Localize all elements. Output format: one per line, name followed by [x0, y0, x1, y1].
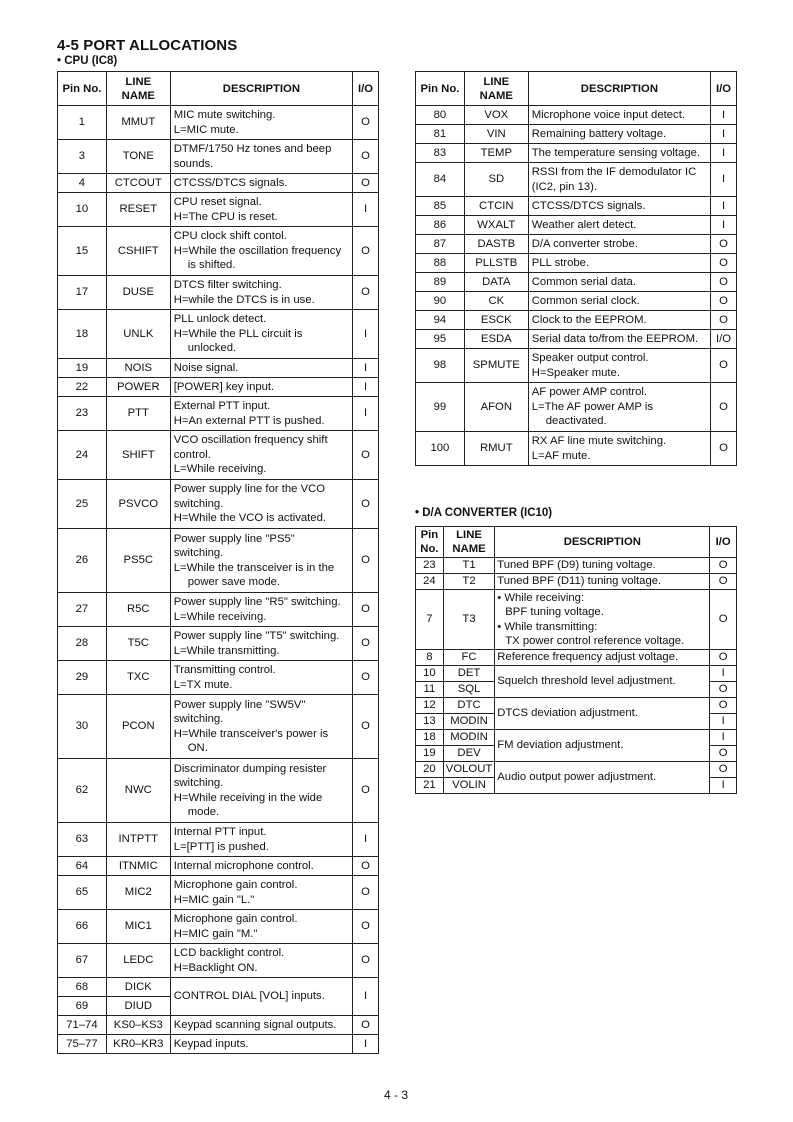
da-section-label: • D/A CONVERTER (IC10)	[415, 507, 553, 519]
table-row: 3 TONE DTMF/1750 Hz tones and beep sounds. O	[58, 140, 379, 174]
page-title: 4-5 PORT ALLOCATIONS	[57, 37, 238, 54]
table-row: 66 MIC1 Microphone gain control. H=MIC gain "M." O	[58, 910, 379, 944]
table-row: 1 MMUT MIC mute switching. L=MIC mute. O	[58, 106, 379, 140]
table-row: 87 DASTB D/A converter strobe. O	[416, 235, 737, 254]
table-row: 90 CK Common serial clock. O	[416, 292, 737, 311]
table-row: 85 CTCIN CTCSS/DTCS signals. I	[416, 197, 737, 216]
cpu-port-table-left	[57, 71, 379, 1054]
table-row: 28 T5C Power supply line "T5" switching. L=While transmitting. O	[58, 627, 379, 661]
table-row: 10 DET Squelch threshold level adjustment. I	[416, 666, 737, 682]
table-row: 25 PSVCO Power supply line for the VCO switching. H=While the VCO is activated. O	[58, 480, 379, 529]
table-row: 24 T2 Tuned BPF (D11) tuning voltage. O	[416, 574, 737, 590]
table-row: 12 DTC DTCS deviation adjustment. O	[416, 698, 737, 714]
header-io: I/O	[710, 527, 737, 558]
table-row: 10 RESET CPU reset signal. H=The CPU is reset. I	[58, 193, 379, 227]
table-row: 24 SHIFT VCO oscillation frequency shift control. L=While receiving. O	[58, 431, 379, 480]
table-row: 75–77 KR0–KR3 Keypad inputs. I	[58, 1035, 379, 1054]
table-row: 65 MIC2 Microphone gain control. H=MIC gain "L." O	[58, 876, 379, 910]
header-pin: Pin No.	[58, 72, 107, 106]
table-row: 88 PLLSTB PLL strobe. O	[416, 254, 737, 273]
table-row: 100 RMUT RX AF line mute switching. L=AF mute. O	[416, 432, 737, 466]
table-row: 15 CSHIFT CPU clock shift contol. H=While the oscillation frequency is shifted. O	[58, 227, 379, 276]
header-line-name: LINE NAME	[443, 527, 494, 558]
table-row: 99 AFON AF power AMP control. L=The AF power AMP is deactivated. O	[416, 383, 737, 432]
table-row: 67 LEDC LCD backlight control. H=Backlight ON. O	[58, 944, 379, 978]
table-row: 83 TEMP The temperature sensing voltage. I	[416, 144, 737, 163]
header-io: I/O	[711, 72, 737, 106]
table-row: 94 ESCK Clock to the EEPROM. O	[416, 311, 737, 330]
table-row: 23 PTT External PTT input. H=An external PTT is pushed. I	[58, 397, 379, 431]
header-io: I/O	[353, 72, 379, 106]
table-row: 4 CTCOUT CTCSS/DTCS signals. O	[58, 174, 379, 193]
table-row: 68 DICK CONTROL DIAL [VOL] inputs. I	[58, 978, 379, 997]
table-row: 21 VOLIN I	[416, 778, 737, 794]
header-description: DESCRIPTION	[170, 72, 352, 106]
table-row: 81 VIN Remaining battery voltage. I	[416, 125, 737, 144]
header-pin: Pin No.	[416, 72, 465, 106]
table-row: 29 TXC Transmitting control. L=TX mute. O	[58, 661, 379, 695]
table-row: 18 UNLK PLL unlock detect. H=While the PLL circuit is unlocked. I	[58, 310, 379, 359]
table-row: 7 T3 • While receiving: BPF tuning voltage. • While transmitting: TX power control reference voltage. O	[416, 590, 737, 650]
page-number: 4 - 3	[384, 1088, 409, 1102]
table-row: 71–74 KS0–KS3 Keypad scanning signal outputs. O	[58, 1016, 379, 1035]
table-row: 8 FC Reference frequency adjust voltage. O	[416, 650, 737, 666]
table-row: 64 ITNMIC Internal microphone control. O	[58, 857, 379, 876]
table-row: 20 VOLOUT Audio output power adjustment. O	[416, 762, 737, 778]
table-row: 84 SD RSSI from the IF demodulator IC (IC2, pin 13). I	[416, 163, 737, 197]
table-row: 69 DIUD	[58, 997, 379, 1016]
table-row: 22 POWER [POWER] key input. I	[58, 378, 379, 397]
cpu-port-table-right	[415, 71, 737, 466]
da-converter-table	[415, 526, 737, 794]
table-row: 26 PS5C Power supply line "PS5" switching. L=While the transceiver is in the power save mode. O	[58, 529, 379, 593]
table-row: 17 DUSE DTCS filter switching. H=while the DTCS is in use. O	[58, 276, 379, 310]
header-pin: Pin No.	[416, 527, 444, 558]
table-row: 80 VOX Microphone voice input detect. I	[416, 106, 737, 125]
cpu-section-label: • CPU (IC8)	[57, 55, 118, 67]
table-row: 95 ESDA Serial data to/from the EEPROM. I/O	[416, 330, 737, 349]
table-row: 19 DEV O	[416, 746, 737, 762]
header-description: DESCRIPTION	[528, 72, 710, 106]
table-row: 19 NOIS Noise signal. I	[58, 359, 379, 378]
header-line-name: LINE NAME	[106, 72, 170, 106]
header-description: DESCRIPTION	[495, 527, 710, 558]
table-row: 62 NWC Discriminator dumping resister switching. H=While receiving in the wide mode. O	[58, 759, 379, 823]
table-row: 18 MODIN FM deviation adjustment. I	[416, 730, 737, 746]
table-row: 11 SQL O	[416, 682, 737, 698]
header-line-name: LINE NAME	[464, 72, 528, 106]
table-row: 98 SPMUTE Speaker output control. H=Speaker mute. O	[416, 349, 737, 383]
table-row: 23 T1 Tuned BPF (D9) tuning voltage. O	[416, 558, 737, 574]
table-row: 89 DATA Common serial data. O	[416, 273, 737, 292]
table-row: 30 PCON Power supply line "SW5V" switching. H=While transceiver's power is ON. O	[58, 695, 379, 759]
table-row: 13 MODIN I	[416, 714, 737, 730]
table-row: 27 R5C Power supply line "R5" switching. L=While receiving. O	[58, 593, 379, 627]
table-row: 63 INTPTT Internal PTT input. L=[PTT] is pushed. I	[58, 823, 379, 857]
table-row: 86 WXALT Weather alert detect. I	[416, 216, 737, 235]
